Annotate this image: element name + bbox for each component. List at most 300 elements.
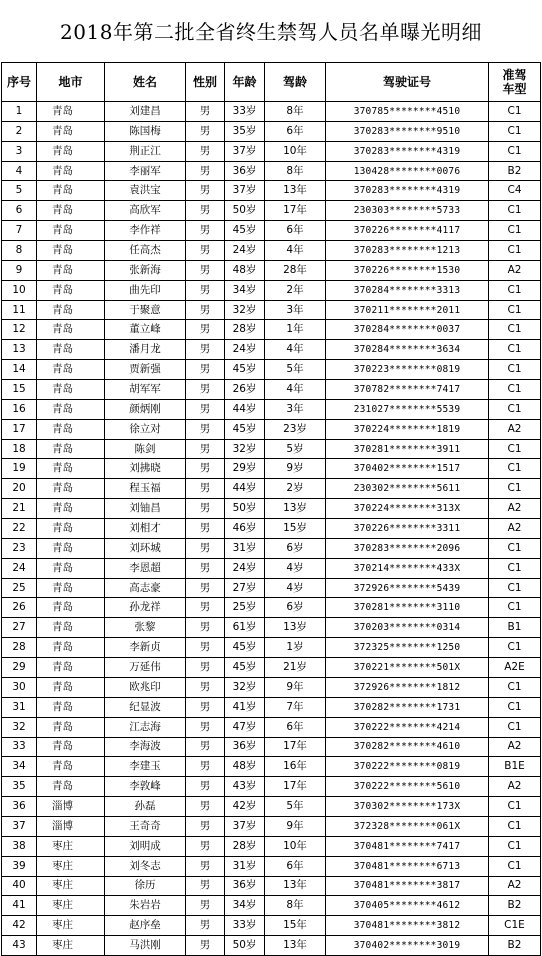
cell-vehicle-class: C1: [489, 201, 541, 221]
cell-gender: 男: [186, 578, 225, 598]
cell-age: 50岁: [225, 499, 265, 519]
cell-driving-years: 3年: [265, 399, 326, 419]
cell-license-number: 370203********0314: [326, 618, 489, 638]
cell-index: 43: [2, 936, 37, 956]
cell-gender: 男: [186, 618, 225, 638]
cell-age: 47岁: [225, 717, 265, 737]
cell-driving-years: 3年: [265, 300, 326, 320]
cell-gender: 男: [186, 816, 225, 836]
cell-index: 11: [2, 300, 37, 320]
table-row: [2, 479, 541, 499]
cell-name: 颜炳刚: [105, 399, 186, 419]
cell-name: 袁洪宝: [105, 181, 186, 201]
cell-driving-years: 16年: [265, 757, 326, 777]
cell-city: 枣庄: [37, 876, 105, 896]
cell-vehicle-class: C1: [489, 638, 541, 658]
cell-name: 江志海: [105, 717, 186, 737]
cell-name: 孙龙祥: [105, 598, 186, 618]
header-age: 年龄: [225, 63, 265, 102]
cell-vehicle-class: C1: [489, 717, 541, 737]
cell-name: 高志豪: [105, 578, 186, 598]
cell-city: 青岛: [37, 141, 105, 161]
cell-age: 34岁: [225, 896, 265, 916]
cell-license-number: 370782********7417: [326, 380, 489, 400]
cell-driving-years: 13岁: [265, 618, 326, 638]
table-row: [2, 102, 541, 122]
header-index: 序号: [2, 63, 37, 102]
cell-license-number: 370222********5610: [326, 777, 489, 797]
cell-driving-years: 6岁: [265, 538, 326, 558]
cell-index: 27: [2, 618, 37, 638]
cell-index: 38: [2, 836, 37, 856]
cell-driving-years: 17年: [265, 737, 326, 757]
cell-gender: 男: [186, 658, 225, 678]
cell-driving-years: 6年: [265, 221, 326, 241]
cell-vehicle-class: C1: [489, 280, 541, 300]
cell-gender: 男: [186, 936, 225, 956]
cell-city: 青岛: [37, 598, 105, 618]
cell-index: 42: [2, 916, 37, 936]
cell-name: 徐历: [105, 876, 186, 896]
cell-age: 37岁: [225, 181, 265, 201]
cell-name: 贾新强: [105, 360, 186, 380]
cell-gender: 男: [186, 439, 225, 459]
table-row: [2, 638, 541, 658]
cell-vehicle-class: C1: [489, 300, 541, 320]
cell-name: 程玉福: [105, 479, 186, 499]
cell-city: 青岛: [37, 737, 105, 757]
cell-city: 枣庄: [37, 936, 105, 956]
cell-driving-years: 9岁: [265, 459, 326, 479]
cell-name: 董立峰: [105, 320, 186, 340]
cell-gender: 男: [186, 380, 225, 400]
cell-name: 李丽军: [105, 161, 186, 181]
cell-license-number: 372926********1812: [326, 677, 489, 697]
table-header-row: [2, 63, 541, 102]
cell-age: 44岁: [225, 479, 265, 499]
cell-driving-years: 13年: [265, 876, 326, 896]
cell-age: 43岁: [225, 777, 265, 797]
cell-license-number: 370284********3634: [326, 340, 489, 360]
cell-name: 胡军军: [105, 380, 186, 400]
cell-city: 青岛: [37, 677, 105, 697]
page-title: 2018年第二批全省终生禁驾人员名单曝光明细: [60, 19, 482, 44]
cell-age: 34岁: [225, 280, 265, 300]
cell-driving-years: 6年: [265, 121, 326, 141]
cell-gender: 男: [186, 320, 225, 340]
cell-name: 高欣军: [105, 201, 186, 221]
cell-age: 28岁: [225, 320, 265, 340]
cell-name: 孙磊: [105, 797, 186, 817]
cell-driving-years: 5年: [265, 360, 326, 380]
cell-name: 欧兆印: [105, 677, 186, 697]
cell-name: 潘月龙: [105, 340, 186, 360]
cell-license-number: 370282********1731: [326, 697, 489, 717]
cell-driving-years: 10年: [265, 141, 326, 161]
cell-index: 4: [2, 161, 37, 181]
cell-city: 青岛: [37, 638, 105, 658]
cell-driving-years: 4年: [265, 241, 326, 261]
table-row: [2, 459, 541, 479]
table-row: [2, 340, 541, 360]
cell-age: 61岁: [225, 618, 265, 638]
cell-name: 李恩超: [105, 558, 186, 578]
cell-index: 40: [2, 876, 37, 896]
cell-driving-years: 1岁: [265, 638, 326, 658]
cell-age: 50岁: [225, 936, 265, 956]
cell-driving-years: 2岁: [265, 479, 326, 499]
cell-index: 34: [2, 757, 37, 777]
cell-vehicle-class: C1: [489, 141, 541, 161]
cell-gender: 男: [186, 697, 225, 717]
cell-age: 36岁: [225, 161, 265, 181]
cell-vehicle-class: C1: [489, 598, 541, 618]
cell-age: 24岁: [225, 558, 265, 578]
cell-driving-years: 15岁: [265, 519, 326, 539]
table-row: [2, 916, 541, 936]
cell-index: 14: [2, 360, 37, 380]
cell-name: 张黎: [105, 618, 186, 638]
cell-city: 青岛: [37, 221, 105, 241]
cell-name: 李新贞: [105, 638, 186, 658]
cell-license-number: 370283********4319: [326, 181, 489, 201]
cell-name: 万延伟: [105, 658, 186, 678]
cell-index: 32: [2, 717, 37, 737]
cell-index: 24: [2, 558, 37, 578]
cell-vehicle-class: A2: [489, 737, 541, 757]
cell-gender: 男: [186, 797, 225, 817]
cell-index: 16: [2, 399, 37, 419]
cell-vehicle-class: C1: [489, 836, 541, 856]
cell-city: 青岛: [37, 439, 105, 459]
cell-city: 淄博: [37, 816, 105, 836]
cell-gender: 男: [186, 856, 225, 876]
cell-license-number: 130428********0076: [326, 161, 489, 181]
cell-age: 45岁: [225, 419, 265, 439]
cell-gender: 男: [186, 717, 225, 737]
header-vehicle-class-label: 准驾车型: [502, 68, 527, 96]
table-row: [2, 797, 541, 817]
cell-index: 23: [2, 538, 37, 558]
cell-vehicle-class: C4: [489, 181, 541, 201]
cell-name: 徐立对: [105, 419, 186, 439]
cell-index: 36: [2, 797, 37, 817]
cell-gender: 男: [186, 757, 225, 777]
cell-index: 39: [2, 856, 37, 876]
cell-city: 枣庄: [37, 896, 105, 916]
cell-vehicle-class: C1: [489, 439, 541, 459]
table-row: [2, 221, 541, 241]
cell-city: 青岛: [37, 618, 105, 638]
table-row: [2, 658, 541, 678]
cell-age: 32岁: [225, 439, 265, 459]
cell-license-number: 231027********5539: [326, 399, 489, 419]
cell-age: 32岁: [225, 300, 265, 320]
cell-city: 青岛: [37, 360, 105, 380]
cell-driving-years: 5岁: [265, 439, 326, 459]
cell-city: 青岛: [37, 658, 105, 678]
cell-age: 28岁: [225, 836, 265, 856]
cell-license-number: 370284********3313: [326, 280, 489, 300]
cell-gender: 男: [186, 260, 225, 280]
cell-index: 20: [2, 479, 37, 499]
cell-city: 枣庄: [37, 856, 105, 876]
cell-age: 31岁: [225, 856, 265, 876]
cell-gender: 男: [186, 181, 225, 201]
cell-name: 荆正江: [105, 141, 186, 161]
cell-driving-years: 6年: [265, 856, 326, 876]
cell-city: 青岛: [37, 538, 105, 558]
cell-index: 1: [2, 102, 37, 122]
cell-license-number: 370402********1517: [326, 459, 489, 479]
cell-driving-years: 8年: [265, 102, 326, 122]
table-row: [2, 181, 541, 201]
cell-city: 青岛: [37, 757, 105, 777]
cell-driving-years: 9年: [265, 677, 326, 697]
cell-driving-years: 10年: [265, 836, 326, 856]
cell-city: 青岛: [37, 181, 105, 201]
cell-driving-years: 9年: [265, 816, 326, 836]
cell-name: 任高杰: [105, 241, 186, 261]
cell-vehicle-class: C1: [489, 816, 541, 836]
cell-gender: 男: [186, 538, 225, 558]
cell-gender: 男: [186, 479, 225, 499]
cell-name: 陈剑: [105, 439, 186, 459]
cell-license-number: 370283********1213: [326, 241, 489, 261]
table-row: [2, 777, 541, 797]
cell-age: 37岁: [225, 816, 265, 836]
cell-index: 18: [2, 439, 37, 459]
cell-vehicle-class: C1: [489, 241, 541, 261]
cell-age: 42岁: [225, 797, 265, 817]
cell-gender: 男: [186, 638, 225, 658]
cell-age: 24岁: [225, 340, 265, 360]
cell-gender: 男: [186, 102, 225, 122]
cell-gender: 男: [186, 360, 225, 380]
cell-license-number: 370283********4319: [326, 141, 489, 161]
cell-age: 50岁: [225, 201, 265, 221]
cell-vehicle-class: C1: [489, 121, 541, 141]
cell-license-number: 370281********3911: [326, 439, 489, 459]
cell-driving-years: 17年: [265, 777, 326, 797]
cell-gender: 男: [186, 340, 225, 360]
cell-city: 枣庄: [37, 916, 105, 936]
cell-index: 9: [2, 260, 37, 280]
cell-vehicle-class: A2E: [489, 658, 541, 678]
cell-index: 17: [2, 419, 37, 439]
cell-gender: 男: [186, 499, 225, 519]
cell-index: 8: [2, 241, 37, 261]
cell-vehicle-class: C1: [489, 558, 541, 578]
cell-city: 青岛: [37, 300, 105, 320]
cell-name: 李敦峰: [105, 777, 186, 797]
cell-vehicle-class: A2: [489, 777, 541, 797]
cell-vehicle-class: C1: [489, 677, 541, 697]
cell-index: 2: [2, 121, 37, 141]
table-row: [2, 519, 541, 539]
table-row: [2, 836, 541, 856]
table-row: [2, 280, 541, 300]
cell-driving-years: 7年: [265, 697, 326, 717]
table-row: [2, 439, 541, 459]
cell-license-number: 370211********2011: [326, 300, 489, 320]
cell-gender: 男: [186, 519, 225, 539]
table-row: [2, 241, 541, 261]
cell-driving-years: 21岁: [265, 658, 326, 678]
cell-index: 33: [2, 737, 37, 757]
cell-vehicle-class: C1: [489, 479, 541, 499]
cell-age: 44岁: [225, 399, 265, 419]
cell-age: 36岁: [225, 876, 265, 896]
cell-license-number: 230303********5733: [326, 201, 489, 221]
cell-license-number: 370221********501X: [326, 658, 489, 678]
cell-city: 青岛: [37, 340, 105, 360]
header-vehicle-class: [489, 63, 541, 102]
cell-vehicle-class: A2: [489, 499, 541, 519]
cell-index: 26: [2, 598, 37, 618]
cell-driving-years: 13年: [265, 936, 326, 956]
table-row: [2, 816, 541, 836]
cell-index: 5: [2, 181, 37, 201]
cell-index: 25: [2, 578, 37, 598]
table-row: [2, 757, 541, 777]
cell-name: 李建玉: [105, 757, 186, 777]
cell-index: 35: [2, 777, 37, 797]
table-row: [2, 717, 541, 737]
table-row: [2, 578, 541, 598]
table-row: [2, 737, 541, 757]
cell-gender: 男: [186, 777, 225, 797]
cell-gender: 男: [186, 558, 225, 578]
table-row: [2, 121, 541, 141]
cell-index: 22: [2, 519, 37, 539]
cell-vehicle-class: B2: [489, 896, 541, 916]
cell-name: 马洪刚: [105, 936, 186, 956]
cell-name: 刘相才: [105, 519, 186, 539]
cell-index: 10: [2, 280, 37, 300]
cell-index: 19: [2, 459, 37, 479]
cell-license-number: 370481********6713: [326, 856, 489, 876]
table-row: [2, 161, 541, 181]
cell-license-number: 230302********5611: [326, 479, 489, 499]
cell-age: 45岁: [225, 221, 265, 241]
table-row: [2, 300, 541, 320]
header-license-number: 驾驶证号: [326, 63, 489, 102]
cell-license-number: 370223********0819: [326, 360, 489, 380]
cell-index: 3: [2, 141, 37, 161]
cell-license-number: 370785********4510: [326, 102, 489, 122]
cell-license-number: 370281********3110: [326, 598, 489, 618]
cell-name: 纪显波: [105, 697, 186, 717]
table-row: [2, 380, 541, 400]
cell-city: 青岛: [37, 479, 105, 499]
cell-gender: 男: [186, 221, 225, 241]
cell-city: 青岛: [37, 201, 105, 221]
cell-license-number: 370481********7417: [326, 836, 489, 856]
table-row: [2, 141, 541, 161]
cell-driving-years: 23岁: [265, 419, 326, 439]
cell-age: 25岁: [225, 598, 265, 618]
cell-vehicle-class: C1: [489, 459, 541, 479]
cell-license-number: 370224********1819: [326, 419, 489, 439]
cell-vehicle-class: A2: [489, 519, 541, 539]
cell-driving-years: 13年: [265, 181, 326, 201]
cell-age: 32岁: [225, 677, 265, 697]
cell-gender: 男: [186, 677, 225, 697]
cell-gender: 男: [186, 876, 225, 896]
cell-age: 45岁: [225, 638, 265, 658]
cell-vehicle-class: B2: [489, 936, 541, 956]
header-gender: 性别: [186, 63, 225, 102]
cell-license-number: 370222********4214: [326, 717, 489, 737]
cell-index: 21: [2, 499, 37, 519]
cell-gender: 男: [186, 459, 225, 479]
table-row: [2, 856, 541, 876]
cell-gender: 男: [186, 916, 225, 936]
cell-name: 刘拂晓: [105, 459, 186, 479]
cell-gender: 男: [186, 241, 225, 261]
cell-driving-years: 8年: [265, 896, 326, 916]
cell-city: 青岛: [37, 717, 105, 737]
cell-name: 曲先印: [105, 280, 186, 300]
cell-city: 青岛: [37, 578, 105, 598]
cell-age: 33岁: [225, 102, 265, 122]
table-row: [2, 538, 541, 558]
cell-vehicle-class: B1: [489, 618, 541, 638]
cell-license-number: 370302********173X: [326, 797, 489, 817]
cell-driving-years: 4岁: [265, 558, 326, 578]
cell-age: 41岁: [225, 697, 265, 717]
cell-license-number: 370226********1530: [326, 260, 489, 280]
cell-license-number: 370405********4612: [326, 896, 489, 916]
cell-city: 青岛: [37, 459, 105, 479]
table-row: [2, 618, 541, 638]
cell-name: 刘建昌: [105, 102, 186, 122]
table-row: [2, 260, 541, 280]
cell-city: 青岛: [37, 499, 105, 519]
cell-index: 13: [2, 340, 37, 360]
cell-vehicle-class: C1: [489, 399, 541, 419]
table-row: [2, 499, 541, 519]
cell-age: 46岁: [225, 519, 265, 539]
cell-driving-years: 4年: [265, 340, 326, 360]
cell-age: 33岁: [225, 916, 265, 936]
cell-driving-years: 6岁: [265, 598, 326, 618]
cell-name: 刘铀昌: [105, 499, 186, 519]
table-row: [2, 399, 541, 419]
cell-name: 张新海: [105, 260, 186, 280]
header-driving-years: 驾龄: [265, 63, 326, 102]
cell-driving-years: 5年: [265, 797, 326, 817]
cell-gender: 男: [186, 598, 225, 618]
cell-driving-years: 17年: [265, 201, 326, 221]
cell-gender: 男: [186, 896, 225, 916]
cell-driving-years: 15年: [265, 916, 326, 936]
cell-license-number: 372926********5439: [326, 578, 489, 598]
table-row: [2, 360, 541, 380]
cell-gender: 男: [186, 141, 225, 161]
cell-gender: 男: [186, 419, 225, 439]
cell-index: 37: [2, 816, 37, 836]
cell-driving-years: 6年: [265, 717, 326, 737]
cell-index: 28: [2, 638, 37, 658]
cell-age: 24岁: [225, 241, 265, 261]
cell-driving-years: 4年: [265, 380, 326, 400]
cell-vehicle-class: C1: [489, 538, 541, 558]
cell-gender: 男: [186, 300, 225, 320]
cell-gender: 男: [186, 737, 225, 757]
cell-name: 刘冬志: [105, 856, 186, 876]
